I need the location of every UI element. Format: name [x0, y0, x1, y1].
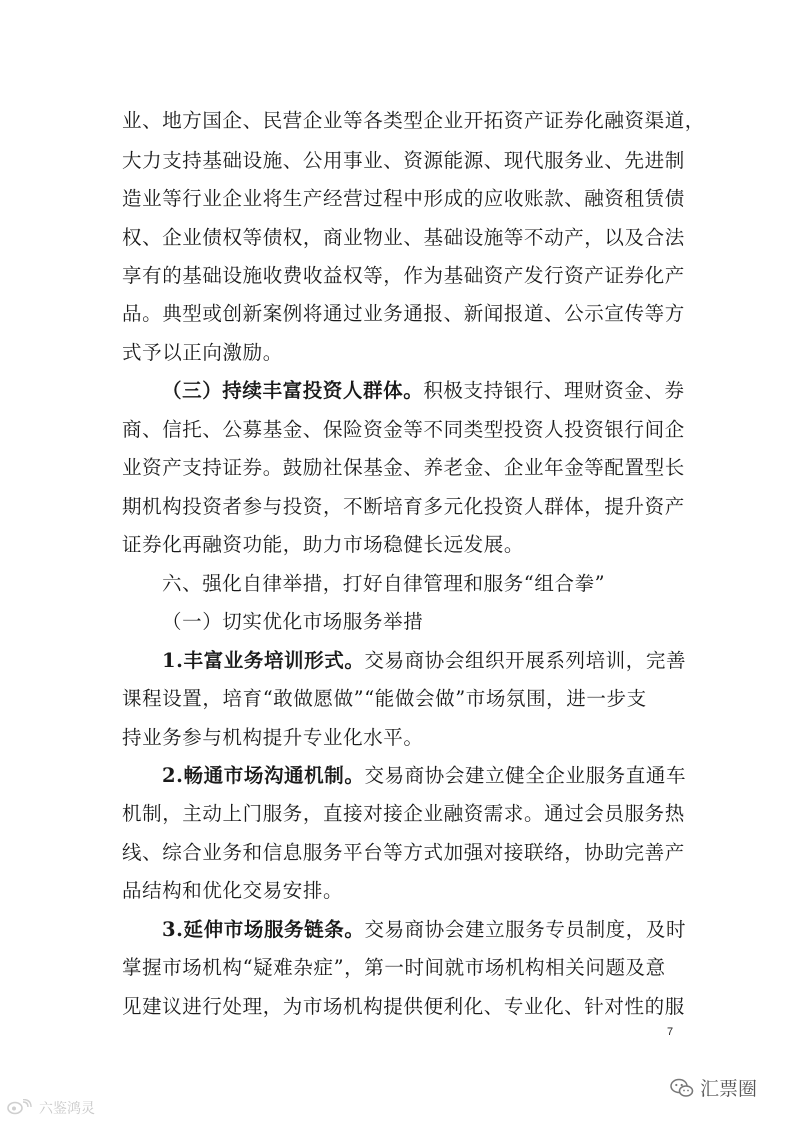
text-line: 期机构投资者参与投资，不断培育多元化投资人群体，提升资产	[122, 495, 685, 518]
weibo-icon	[6, 1099, 36, 1118]
item-heading-line: 1.丰富业务培训形式。交易商协会组织开展系列培训，完善	[162, 649, 687, 672]
text-line: 式予以正向激励。	[122, 341, 283, 364]
item-heading: 3.延伸市场服务链条。	[162, 918, 365, 941]
text-line: 线、综合业务和信息服务平台等方式加强对接联络，协助完善产	[122, 841, 685, 864]
item-heading: 1.丰富业务培训形式。	[162, 649, 365, 672]
text-line: 品。典型或创新案例将通过业务通报、新闻报道、公示宣传等方	[122, 302, 685, 325]
text-line: 业、地方国企、民营企业等各类型企业开拓资产证券化融资渠道，	[122, 109, 705, 132]
subsection-heading: （三）持续丰富投资人群体。	[162, 379, 424, 402]
text-line: 课程设置，培育“敢做愿做”“能做会做”市场氛围，进一步支	[122, 687, 647, 710]
watermark-left	[6, 1098, 95, 1118]
text-line: 商、信托、公募基金、保险资金等不同类型投资人投资银行间企	[122, 418, 685, 441]
section-heading: 六、强化自律举措，打好自律管理和服务“组合拳”	[162, 572, 606, 595]
text-line: 权、企业债权等债权，商业物业、基础设施等不动产，以及合法	[122, 226, 685, 249]
text-line: 见建议进行处理，为市场机构提供便利化、专业化、针对性的服	[122, 995, 685, 1018]
text-line: 享有的基础设施收费收益权等，作为基础资产发行资产证券化产	[122, 264, 685, 287]
text-line: 掌握市场机构“疑难杂症”，第一时间就市场机构相关问题及意	[122, 956, 666, 979]
item-heading-line: 2.畅通市场沟通机制。交易商协会建立健全企业服务直通车	[162, 764, 687, 787]
subsection-heading: （一）切实优化市场服务举措	[162, 610, 424, 633]
page-number: 7	[667, 1026, 674, 1038]
text-line: 造业等行业企业将生产经营过程中形成的应收账款、融资租赁债	[122, 187, 685, 210]
text-line: 大力支持基础设施、公用事业、资源能源、现代服务业、先进制	[122, 149, 685, 172]
text-line: 业资产支持证券。鼓励社保基金、养老金、企业年金等配置型长	[122, 456, 685, 479]
wechat-icon	[670, 1078, 694, 1098]
watermark-left-text: 六鉴鸿灵	[39, 1100, 95, 1116]
text-line: 机制，主动上门服务，直接对接企业融资需求。通过会员服务热	[122, 802, 685, 825]
item-heading: 2.畅通市场沟通机制。	[162, 764, 365, 787]
subsection-heading-line: （三）持续丰富投资人群体。积极支持银行、理财资金、券	[162, 379, 685, 402]
text-line: 证券化再融资功能，助力市场稳健长远发展。	[122, 533, 525, 556]
text-line: 持业务参与机构提升专业化水平。	[122, 726, 424, 749]
item-heading-line: 3.延伸市场服务链条。交易商协会建立服务专员制度，及时	[162, 918, 687, 941]
text-line: 品结构和优化交易安排。	[122, 879, 344, 902]
watermark-right	[670, 1074, 757, 1101]
watermark-right-text: 汇票圈	[700, 1079, 758, 1100]
